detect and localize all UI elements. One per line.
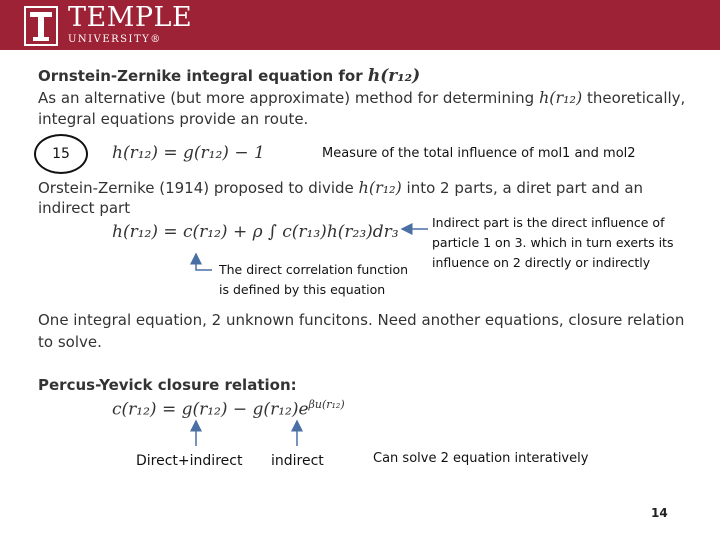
equation-ornstein-zernike: h(r₁₂) = c(r₁₂) + ρ ∫ c(r₁₃)h(r₂₃)dr₃ xyxy=(112,222,399,242)
university-subtitle: UNIVERSITY® xyxy=(68,34,162,45)
page-number: 14 xyxy=(651,506,668,520)
university-name: TEMPLE xyxy=(68,2,193,33)
equation-percus-yevick-exponent: βu(r₁₂) xyxy=(308,398,345,411)
oz-line-1-text: Orstein-Zernike (1914) proposed to divide xyxy=(38,179,359,197)
note-indirect-line-1: Indirect part is the direct influence of xyxy=(432,215,665,230)
label-direct-indirect: Direct+indirect xyxy=(136,453,243,469)
label-indirect: indirect xyxy=(271,453,324,469)
intro-line-1-math: h(r₁₂) xyxy=(538,88,583,107)
intro-line-1-text: As an alternative (but more approximate) method for determining xyxy=(38,89,539,107)
slide-title-text: Ornstein-Zernike integral equation for xyxy=(38,67,368,85)
arrow-to-direct-term xyxy=(196,254,212,270)
closure-line-1: One integral equation, 2 unknown funcitons. Need another equations, closure relation xyxy=(38,311,685,329)
intro-line-2: integral equations provide an route. xyxy=(38,110,309,128)
note-total-influence: Measure of the total influence of mol1 and mol2 xyxy=(322,146,636,161)
oz-line-1-math: h(r₁₂) xyxy=(358,178,402,197)
note-direct-line-2: is defined by this equation xyxy=(219,282,386,297)
equation-total-correlation: h(r₁₂) = g(r₁₂) − 1 xyxy=(112,143,265,163)
note-direct-line-1: The direct correlation function xyxy=(219,262,409,277)
note-indirect-line-3: influence on 2 directly or indirectly xyxy=(432,255,651,270)
intro-line-1-end: theoretically, xyxy=(582,89,686,107)
equation-number-badge: 15 xyxy=(34,134,88,174)
closure-line-2: to solve. xyxy=(38,333,102,351)
slide-title-math: h(r₁₂) xyxy=(367,66,421,86)
label-iterative: Can solve 2 equation interatively xyxy=(373,451,589,466)
equation-percus-yevick-body: c(r₁₂) = g(r₁₂) − g(r₁₂)e xyxy=(112,399,309,420)
oz-line-1-end: into 2 parts, a diret part and an xyxy=(401,179,644,197)
note-indirect-line-2: particle 1 on 3. which in turn exerts its xyxy=(432,235,674,250)
percus-yevick-title: Percus-Yevick closure relation: xyxy=(38,376,297,394)
oz-line-2: indirect part xyxy=(38,199,131,217)
